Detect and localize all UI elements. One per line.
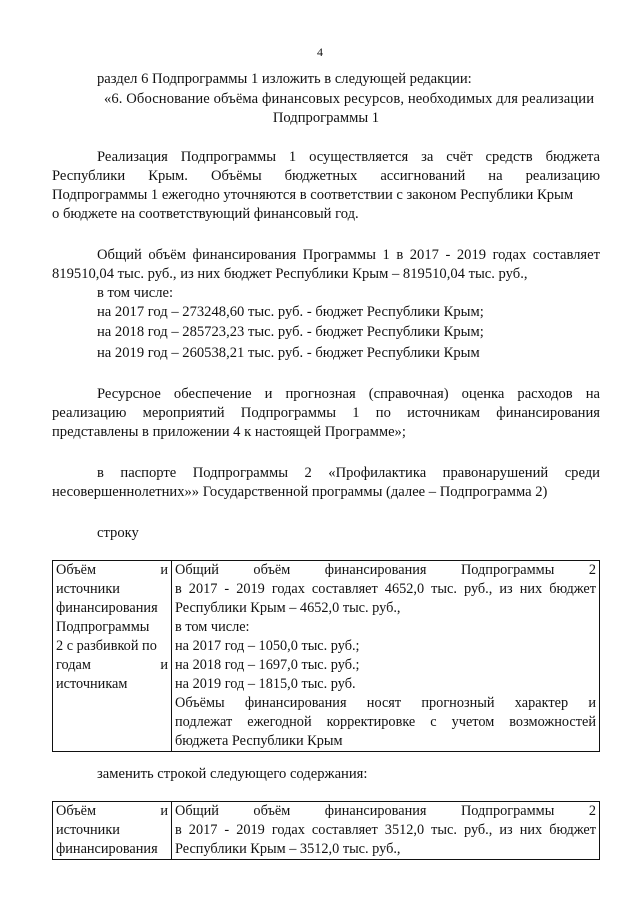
- cell-line: 2 с разбивкой по: [56, 638, 157, 654]
- para1-line: Подпрограммы 1 ежегодно уточняются в соответствии с законом Республики Крым: [52, 187, 574, 203]
- cell-line: Объём и: [56, 562, 168, 578]
- cell-line: Объёмы финансирования носят прогнозный характер и: [175, 695, 596, 711]
- cell-line: на 2017 год – 1050,0 тыс. руб.;: [175, 638, 360, 654]
- para2-line: на 2019 год – 260538,21 тыс. руб. - бюджет Республики Крым: [97, 345, 480, 361]
- financing-table-new: [52, 801, 600, 860]
- cell-line: источники: [56, 822, 120, 838]
- table-label-cell: [53, 561, 172, 752]
- table-label-cell: [53, 802, 172, 860]
- para3-line: Ресурсное обеспечение и прогнозная (справочная) оценка расходов на: [97, 386, 600, 402]
- cell-line: подлежат ежегодной корректировке с учетом возможностей: [175, 714, 596, 730]
- section-heading-line-2: Подпрограммы 1: [272, 110, 380, 126]
- para1-line: Реализация Подпрограммы 1 осуществляется за счёт средств бюджета: [97, 149, 600, 165]
- section-heading-line-1: «6. Обоснование объёма финансовых ресурсов, необходимых для реализации: [104, 91, 595, 107]
- para2-line: Общий объём финансирования Программы 1 в 2017 - 2019 годах составляет: [97, 247, 600, 263]
- cell-line: финансирования: [56, 841, 158, 857]
- para2-line: в том числе:: [97, 285, 174, 301]
- page-number: 4: [317, 45, 323, 59]
- cell-line: финансирования: [56, 600, 158, 616]
- financing-table-old: [52, 560, 600, 752]
- para2-line: 819510,04 тыс. руб., из них бюджет Республики Крым – 819510,04 тыс. руб.,: [52, 266, 528, 282]
- cell-line: источникам: [56, 676, 128, 692]
- para2-line: на 2018 год – 285723,23 тыс. руб. - бюджет Республики Крым;: [97, 324, 484, 340]
- para4-line: в паспорте Подпрограммы 2 «Профилактика правонарушений среди: [97, 465, 600, 481]
- cell-line: годам и: [56, 657, 168, 673]
- para1-line: Республики Крым. Объёмы бюджетных ассигнований на реализацию: [52, 168, 600, 184]
- cell-line: Объём и: [56, 803, 168, 819]
- cell-line: Республики Крым – 4652,0 тыс. руб.,: [175, 600, 401, 616]
- stroku-label: строку: [97, 525, 139, 541]
- intro-line: раздел 6 Подпрограммы 1 изложить в следующей редакции:: [97, 71, 472, 87]
- cell-line: на 2018 год – 1697,0 тыс. руб.;: [175, 657, 360, 673]
- cell-line: в 2017 - 2019 годах составляет 3512,0 тыс. руб., из них бюджет: [175, 822, 596, 838]
- cell-line: Общий объём финансирования Подпрограммы 2: [175, 562, 596, 578]
- table-row: [53, 802, 600, 860]
- table-value-cell: [172, 561, 600, 752]
- para4-line: несовершеннолетних»» Государственной программы (далее – Подпрограмма 2): [52, 484, 548, 500]
- para3-line: представлены в приложении 4 к настоящей Программе»;: [52, 424, 406, 440]
- cell-line: на 2019 год – 1815,0 тыс. руб.: [175, 676, 356, 692]
- cell-line: в 2017 - 2019 годах составляет 4652,0 тыс. руб., из них бюджет: [175, 581, 596, 597]
- cell-line: Подпрограммы: [56, 619, 150, 635]
- cell-line: бюджета Республики Крым: [175, 733, 343, 749]
- para2-line: на 2017 год – 273248,60 тыс. руб. - бюджет Республики Крым;: [97, 304, 484, 320]
- para3-line: реализацию мероприятий Подпрограммы 1 по источникам финансирования: [52, 405, 600, 421]
- replace-text: заменить строкой следующего содержания:: [97, 766, 368, 782]
- cell-line: Общий объём финансирования Подпрограммы 2: [175, 803, 596, 819]
- table-value-cell: [172, 802, 600, 860]
- para1-line: о бюджете на соответствующий финансовый год.: [52, 206, 359, 222]
- cell-line: Республики Крым – 3512,0 тыс. руб.,: [175, 841, 401, 857]
- cell-line: в том числе:: [175, 619, 250, 635]
- table-row: [53, 561, 600, 752]
- cell-line: источники: [56, 581, 120, 597]
